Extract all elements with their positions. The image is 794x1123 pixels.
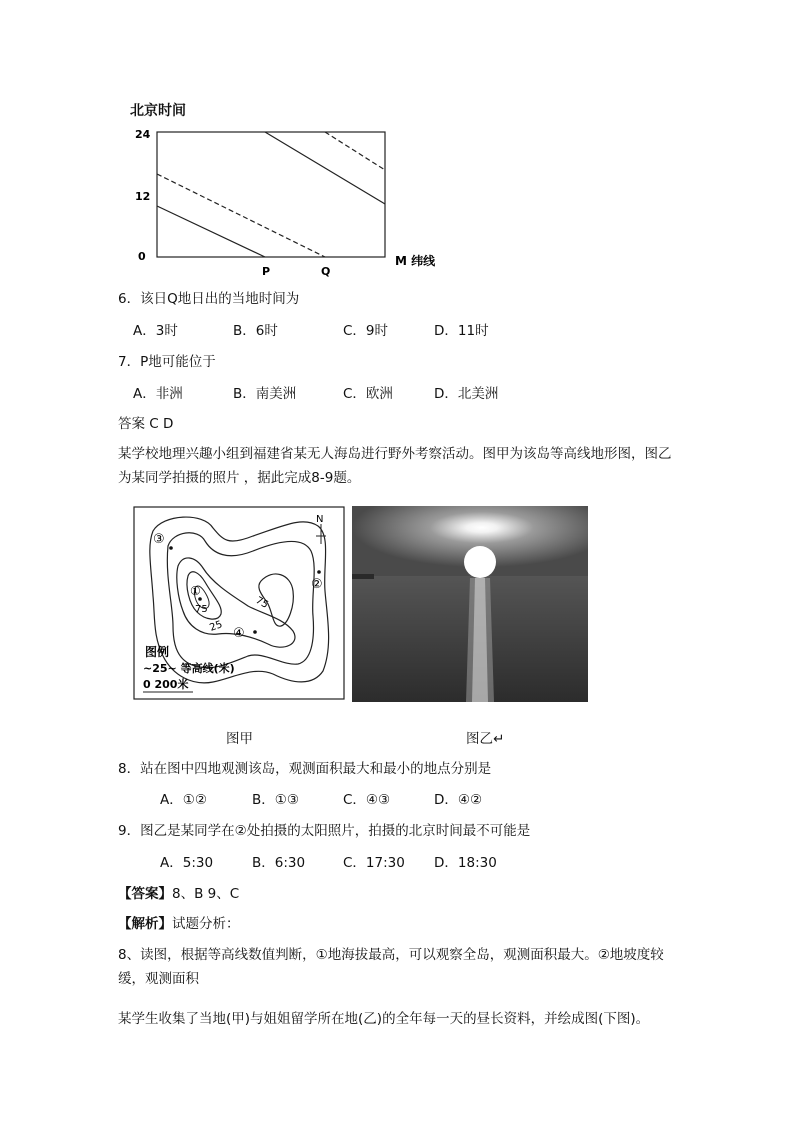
caption-figure-b: 图乙↵ (466, 731, 505, 747)
contour-label-75-b: 75 (253, 595, 271, 611)
scale-label: 0 200米 (143, 678, 189, 691)
q8-option-c: C．④③ (343, 792, 391, 808)
answer-8-9 (118, 884, 239, 904)
analysis-header (118, 914, 240, 934)
y-tick-12: 12 (135, 190, 151, 203)
north-label: N (316, 514, 324, 525)
q6-option-a: A．3时 (133, 323, 178, 339)
sunset-photo (352, 506, 588, 702)
q-line-upper-dashed (325, 132, 385, 170)
x-label-q: Q (321, 265, 331, 278)
contour-label-25: 25 (208, 619, 224, 634)
marker-4: ④ (233, 626, 245, 641)
q8-option-a: A．①② (160, 792, 207, 808)
time-latitude-graph (125, 120, 455, 280)
explanation-paragraph: 8、读图，根据等高线数值判断，①地海拔最高，可以观察全岛，观测面积最大。②地坡度较缓，观测面积 (118, 947, 664, 987)
legend-contour: ~25~ 等高线(米) (143, 662, 235, 675)
q9-option-b: B．6:30 (252, 855, 306, 871)
q7-option-c: C．欧洲 (343, 386, 393, 402)
q9-option-c: C．17:30 (343, 855, 405, 871)
graph-y-title: 北京时间 (130, 103, 186, 119)
q9-stem: 9．图乙是某同学在②处拍摄的太阳照片，拍摄的北京时间最不可能是 (118, 823, 531, 839)
q8-option-d: D．④② (434, 792, 483, 808)
x-axis-label: M 纬线 (395, 254, 436, 268)
contour-label-75-a: 75 (195, 604, 208, 615)
q-line-dashed (157, 174, 325, 257)
q6-option-b: B．6时 (233, 323, 278, 339)
q6-option-d: D．11时 (434, 323, 489, 339)
y-tick-24: 24 (135, 128, 151, 141)
answer-text: 8、B 9、C (172, 886, 240, 902)
q8-stem: 8．站在图中四地观测该岛，观测面积最大和最小的地点分别是 (118, 761, 492, 777)
analysis-tag: 【解析】 (118, 916, 172, 932)
p-line (157, 206, 265, 257)
q8-option-b: B．①③ (252, 792, 299, 808)
legend-title: 图例 (145, 645, 170, 659)
caption-figure-a: 图甲 (226, 731, 253, 747)
marker-3: ③ (153, 532, 165, 547)
q7-option-b: B．南美洲 (233, 386, 297, 402)
p-line-upper (265, 132, 385, 204)
y-tick-0: 0 (138, 250, 146, 263)
answer-6-7: 答案 C D (118, 416, 174, 432)
x-label-p: P (262, 265, 271, 278)
intro-paragraph: 某学校地理兴趣小组到福建省某无人海岛进行野外考察活动。图甲为该岛等高线地形图，图乙为某同学拍摄的照片 ，据此完成8-9题。 (118, 446, 672, 486)
island-contour-map (133, 506, 345, 700)
q9-option-a: A．5:30 (160, 855, 214, 871)
marker-1: ① (190, 584, 201, 598)
answer-tag: 【答案】 (118, 886, 172, 902)
q6-stem: 6．该日Q地日出的当地时间为 (118, 291, 300, 307)
q6-option-c: C．9时 (343, 323, 389, 339)
final-paragraph: 某学生收集了当地(甲)与姐姐留学所在地(乙)的全年每一天的昼长资料，并绘成图(下图)。 (118, 1011, 650, 1027)
q7-option-a: A．非洲 (133, 386, 183, 402)
marker-2: ② (311, 577, 323, 592)
graph-frame (157, 132, 385, 257)
q7-option-d: D．北美洲 (434, 386, 499, 402)
sun-icon (464, 546, 496, 578)
q7-stem: 7．P地可能位于 (118, 354, 216, 370)
q9-option-d: D．18:30 (434, 855, 497, 871)
analysis-text: 试题分析： (172, 916, 240, 932)
